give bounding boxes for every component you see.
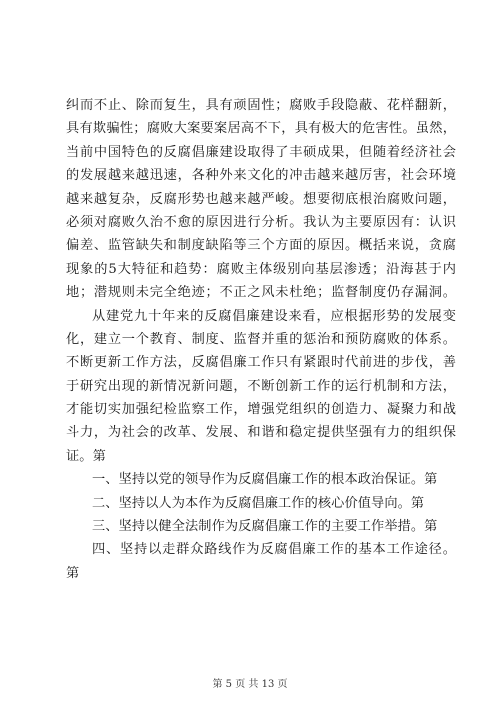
text-line: 地；潜规则未完全绝迹；不正之风未杜绝；监督制度仍存漏洞。 xyxy=(66,285,456,301)
text-line: 第 xyxy=(66,565,80,581)
text-line: 越来越复杂，反腐形势也越来越严峻。想要彻底根治腐败问题， xyxy=(66,191,456,207)
text-line: 一、坚持以党的领导作为反腐倡廉工作的根本政治保证。第 xyxy=(92,472,438,488)
text-line: 不断更新工作方法，反腐倡廉工作只有紧跟时代前进的步伐，善 xyxy=(66,355,456,371)
text-line: 当前中国特色的反腐倡廉建设取得了丰硕成果，但随着经济社会 xyxy=(66,144,456,160)
body-text xyxy=(66,94,456,585)
text-line: 斗力，为社会的改革、发展、和谐和稳定提供坚强有力的组织保 xyxy=(66,425,456,441)
text-line: 于研究出现的新情况新问题，不断创新工作的运行机制和方法， xyxy=(66,378,456,394)
text-line: 现象的5大特征和趋势：腐败主体级别向基层渗透；沿海甚于内 xyxy=(66,261,456,277)
text-line: 四、坚持以走群众路线作为反腐倡廉工作的基本工作途径。 xyxy=(92,542,456,558)
text-line: 偏差、监管缺失和制度缺陷等三个方面的原因。概括来说，贪腐 xyxy=(66,238,456,254)
text-line: 的发展越来越迅速，各种外来文化的冲击越来越厉害，社会环境 xyxy=(66,168,456,184)
text-line: 证。第 xyxy=(66,448,106,464)
text-line: 二、坚持以人为本作为反腐倡廉工作的核心价值导向。第 xyxy=(92,495,425,511)
page-footer: 第 5 页 共 13 页 xyxy=(212,679,288,690)
text-line: 化，建立一个教育、制度、监督并重的惩治和预防腐败的体系。 xyxy=(66,331,456,347)
text-line: 才能切实加强纪检监察工作，增强党组织的创造力、凝聚力和战 xyxy=(66,402,456,418)
text-line: 纠而不止、除而复生，具有顽固性；腐败手段隐蔽、花样翻新， xyxy=(66,98,456,113)
text-line: 必须对腐败久治不愈的原因进行分析。我认为主要原因有：认识 xyxy=(66,214,456,230)
text-line: 具有欺骗性；腐败大案要案居高不下，具有极大的危害性。虽然， xyxy=(66,121,456,137)
text-line: 三、坚持以健全法制作为反腐倡廉工作的主要工作举措。第 xyxy=(92,519,438,535)
text-line: 从建党九十年来的反腐倡廉建设来看，应根据形势的发展变 xyxy=(92,308,456,324)
